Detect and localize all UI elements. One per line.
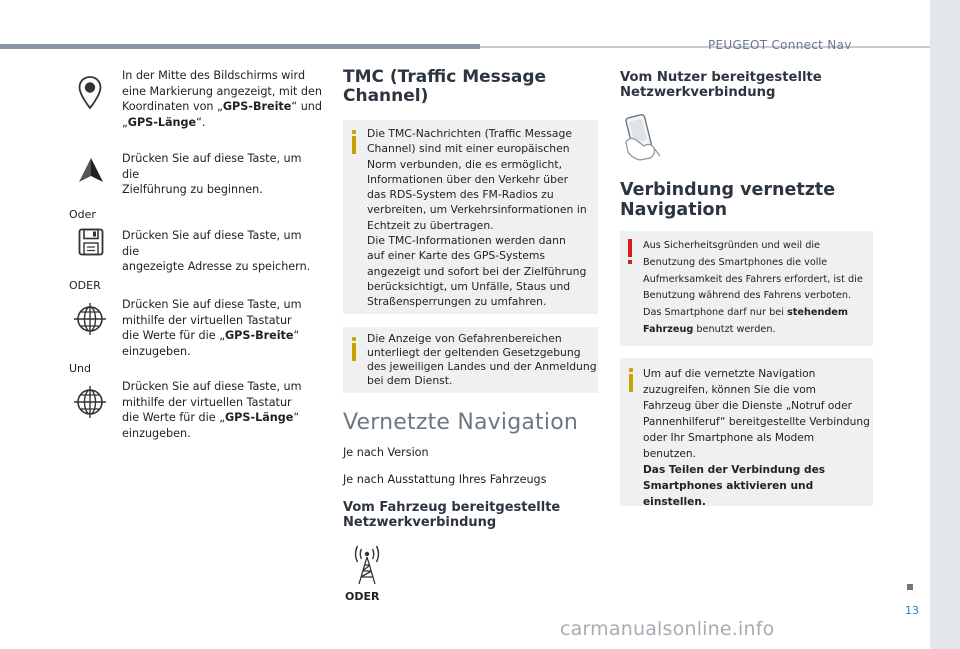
safety-warning-text xyxy=(643,238,873,339)
warning-icon xyxy=(628,239,632,257)
text-line: mithilfe der virtuellen Tastatur xyxy=(122,395,292,409)
text-line: einzugeben. xyxy=(122,426,191,440)
globe-icon xyxy=(72,301,108,337)
text-span: “ xyxy=(293,329,300,342)
text-line: unterliegt der geltenden Gesetzgebung xyxy=(367,346,581,359)
text-line: Fahrzeug über die Dienste „Notruf oder xyxy=(643,400,852,412)
text-line: benutzen. xyxy=(643,448,696,460)
text-line xyxy=(122,410,322,426)
connector-oder: Oder xyxy=(69,208,96,221)
text-span: “. xyxy=(196,115,206,129)
text-line: Drücken Sie auf diese Taste, um die xyxy=(122,152,302,181)
heading-line: Navigation xyxy=(620,200,728,220)
text-line: eine Markierung angezeigt, mit den xyxy=(122,84,322,98)
text-line: Die Anzeige von Gefahrenbereichen xyxy=(367,332,562,345)
globe-icon xyxy=(72,384,108,420)
navigation-arrow-icon xyxy=(78,157,104,183)
info-icon-bar xyxy=(629,374,633,392)
header-title: PEUGEOT Connect Nav xyxy=(708,38,852,52)
text-span: „ xyxy=(122,115,128,129)
connector-oder-caps: ODER xyxy=(69,279,101,292)
item-navigate-text xyxy=(122,151,322,198)
gps-breite-label: GPS-Breite xyxy=(225,329,294,342)
text-line: Drücken Sie auf diese Taste, um xyxy=(122,380,302,393)
hazard-info-text xyxy=(367,332,597,388)
text-line: des jeweiligen Landes und der Anmeldung xyxy=(367,360,597,373)
text-line: Drücken Sie auf diese Taste, um xyxy=(122,298,302,311)
info-icon xyxy=(352,130,356,134)
text-line: oder Ihr Smartphone als Modem xyxy=(643,432,815,444)
bold-span: Fahrzeug xyxy=(643,323,694,335)
text-line: einzugeben. xyxy=(122,344,191,358)
text-span: die Werte für die „ xyxy=(122,329,225,342)
text-span: Das Smartphone darf nur bei xyxy=(643,307,788,319)
heading-line: Vom Fahrzeug bereitgestellte xyxy=(343,500,561,515)
text-line: angezeigte Adresse zu speichern. xyxy=(122,260,311,273)
safety-warning-box xyxy=(620,231,873,346)
text-line: Informationen über den Verkehr über xyxy=(367,172,569,186)
text-span: benutzt werden. xyxy=(693,323,776,335)
text-line: In der Mitte des Bildschirms wird xyxy=(122,69,306,82)
heading-line: Netzwerkverbindung xyxy=(343,515,497,530)
heading-line: Channel) xyxy=(343,86,429,106)
heading-line: TMC (Traffic Message xyxy=(343,67,547,87)
text-line: berücksichtigt, um Unfälle, Staus und xyxy=(367,279,571,293)
bold-line: Smartphones aktivieren und einstellen. xyxy=(643,480,814,508)
text-line xyxy=(122,328,322,344)
text-line: Channel) sind mit einer europäischen xyxy=(367,142,570,156)
text-line: angezeigt und sofort bei der Zielführung xyxy=(367,264,587,278)
text-line: Echtzeit zu übertragen. xyxy=(367,218,494,232)
text-span: Koordinaten von „ xyxy=(122,100,223,113)
equipment-note: Je nach Ausstattung Ihres Fahrzeugs xyxy=(343,473,547,486)
text-line: verbreiten, um Verkehrsinformationen in xyxy=(367,203,587,217)
item-pin-text xyxy=(122,68,322,130)
smartphone-hand-icon xyxy=(620,112,666,164)
text-span: “ und xyxy=(291,100,322,113)
header-rule-dark xyxy=(0,44,480,49)
location-pin-icon xyxy=(78,76,102,110)
text-line: Zielführung zu beginnen. xyxy=(122,183,263,196)
text-line: Pannenhilferuf“ bereitgestellte Verbindung xyxy=(643,416,870,428)
vehicle-connection-heading xyxy=(343,500,593,530)
user-connection-heading xyxy=(620,70,880,100)
save-icon xyxy=(78,228,104,256)
text-line: Benutzung während des Fahrens verboten. xyxy=(643,290,852,302)
antenna-icon xyxy=(350,544,384,586)
warning-icon-dot xyxy=(628,260,632,264)
text-line: Straßensperrungen zu umfahren. xyxy=(367,295,547,309)
tmc-info-box xyxy=(343,120,598,314)
text-span: “ xyxy=(293,411,300,424)
text-line: Die TMC-Informationen werden dann xyxy=(367,234,566,248)
text-line: Die TMC-Nachrichten (Traffic Message xyxy=(367,127,572,140)
text-line: Norm verbunden, die es ermöglicht, xyxy=(367,157,563,171)
text-line: auf einer Karte des GPS-Systems xyxy=(367,249,546,263)
heading-line: Netzwerkverbindung xyxy=(620,85,776,100)
connector-und: Und xyxy=(69,362,92,375)
item-latitude-text xyxy=(122,297,322,359)
heading-line: Vom Nutzer bereitgestellte xyxy=(620,70,822,85)
page-marker xyxy=(907,584,913,590)
bold-line: Das Teilen der Verbindung des xyxy=(643,464,826,476)
gps-laenge-label: GPS-Länge xyxy=(127,115,197,129)
tmc-heading xyxy=(343,68,593,106)
watermark: carmanualsonline.info xyxy=(560,618,775,640)
tmc-info-text xyxy=(367,126,595,310)
text-line: Drücken Sie auf diese Taste, um die xyxy=(122,229,302,258)
heading-line: Verbindung vernetzte xyxy=(620,180,836,200)
header-rule-light xyxy=(480,46,930,48)
text-line xyxy=(643,305,873,322)
text-span: die Werte für die „ xyxy=(122,411,225,424)
text-line: Aufmerksamkeit des Fahrers erfordert, ist die xyxy=(643,273,863,285)
text-line: mithilfe der virtuellen Tastatur xyxy=(122,313,292,327)
text-line xyxy=(122,99,322,115)
text-line: Benutzung des Smartphones die volle xyxy=(643,256,828,268)
text-line: zuzugreifen, können Sie die vom xyxy=(643,384,816,396)
text-line xyxy=(643,322,873,339)
bold-span: stehendem xyxy=(787,307,848,319)
item-longitude-text xyxy=(122,379,322,441)
connect-navigation-heading xyxy=(620,180,890,220)
info-icon-bar xyxy=(352,136,356,154)
text-line xyxy=(122,115,322,131)
item-save-text xyxy=(122,228,322,275)
connection-info-box xyxy=(620,358,873,506)
info-icon-bar xyxy=(352,343,356,361)
oder-label: ODER xyxy=(345,590,380,603)
info-icon xyxy=(629,368,633,372)
connected-nav-title: Vernetzte Navigation xyxy=(343,410,578,435)
gps-laenge-label: GPS-Länge xyxy=(225,411,294,424)
text-line: das RDS-System des FM-Radios zu xyxy=(367,188,554,202)
text-line: Um auf die vernetzte Navigation xyxy=(643,368,816,380)
hazard-info-box xyxy=(343,327,598,393)
version-note: Je nach Version xyxy=(343,446,429,459)
page-number: 13 xyxy=(905,604,919,617)
side-strip xyxy=(930,0,960,649)
connection-info-text xyxy=(643,366,871,510)
info-icon xyxy=(352,337,356,341)
text-line: Aus Sicherheitsgründen und weil die xyxy=(643,240,821,251)
text-line: bei dem Dienst. xyxy=(367,374,453,387)
gps-breite-label: GPS-Breite xyxy=(222,100,292,113)
